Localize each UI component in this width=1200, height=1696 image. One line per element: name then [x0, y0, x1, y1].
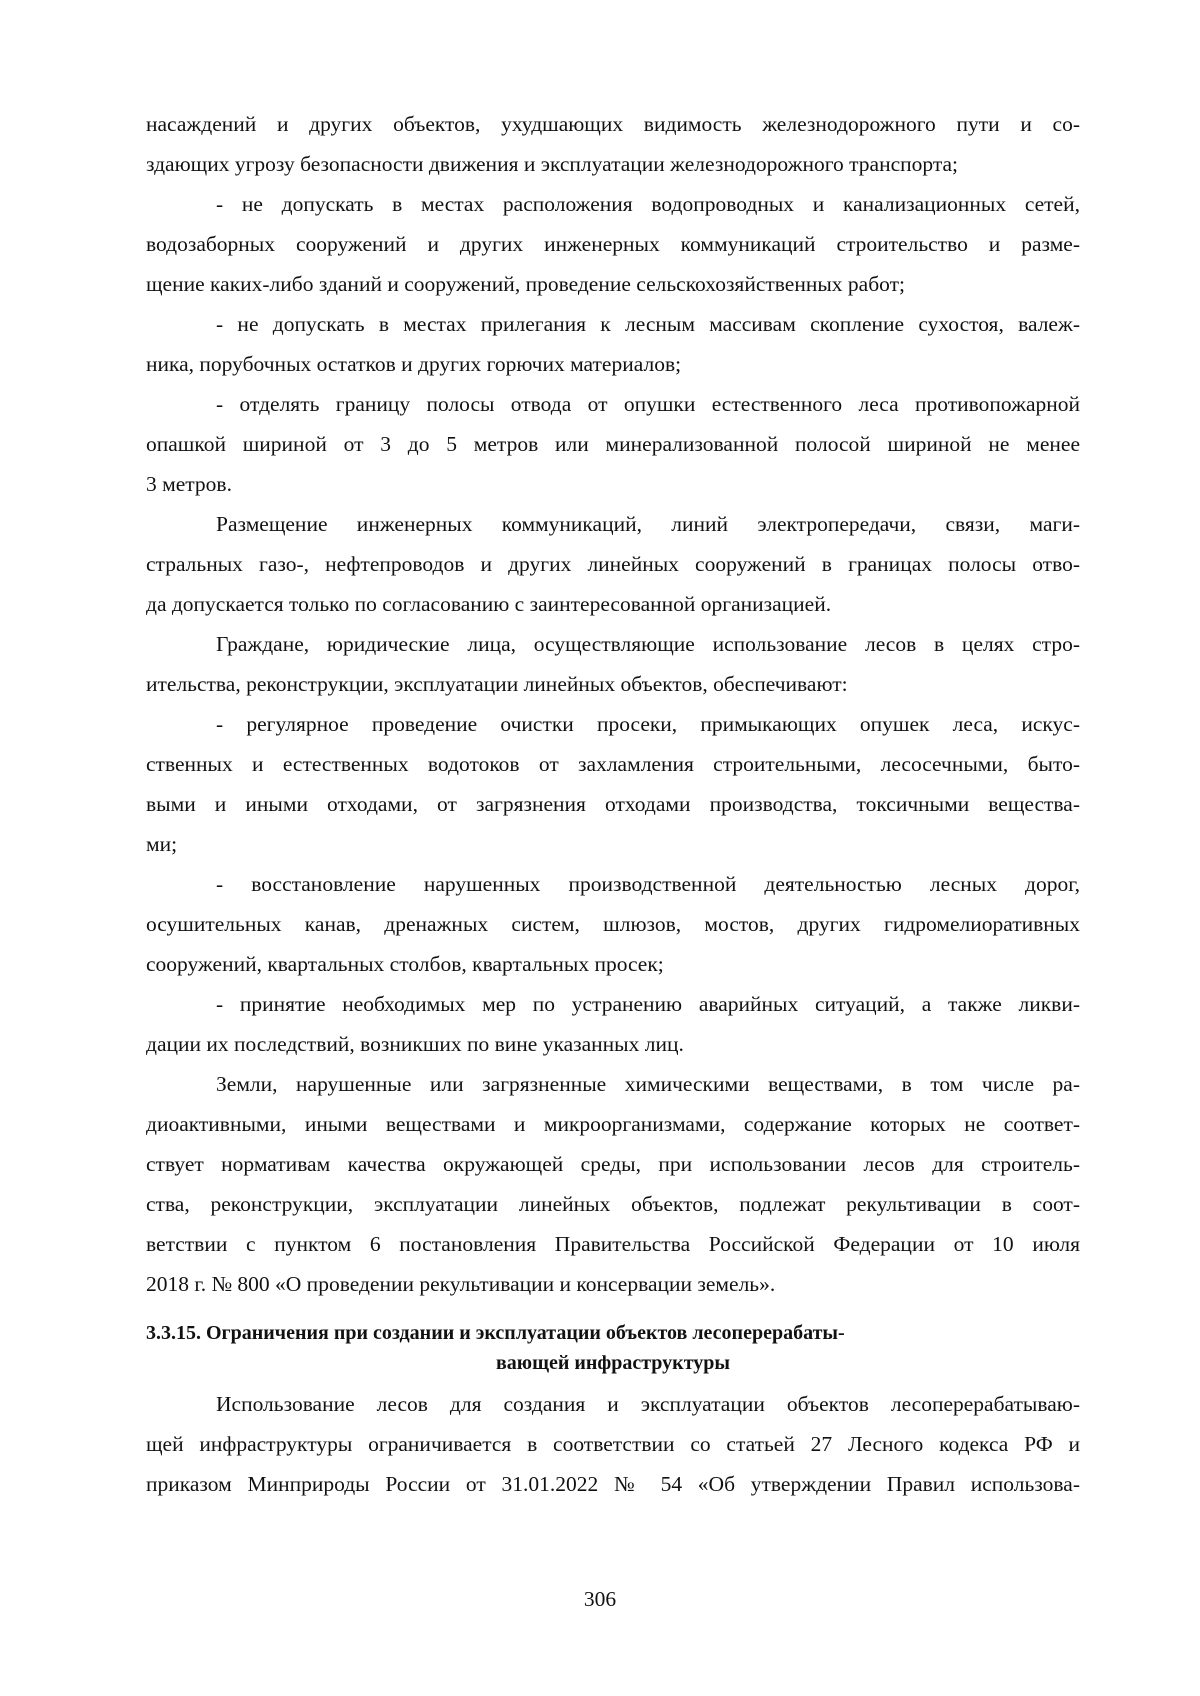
- section-heading-continuation: вающей инфраструктуры: [495, 1352, 730, 1374]
- section-heading: 3.3.15. Ограничения при создании и эксплуатации объектов лесоперерабаты-: [146, 1322, 845, 1344]
- text-line: диоактивными, иными веществами и микроорганизмами, содержание которых не соответ-: [146, 1112, 1080, 1136]
- text-line: насаждений и других объектов, ухудшающих видимость железнодорожного пути и со-: [146, 112, 1080, 136]
- text-line: здающих угрозу безопасности движения и эксплуатации железнодорожного транспорта;: [146, 152, 959, 176]
- text-line: ника, порубочных остатков и других горючих материалов;: [146, 352, 682, 376]
- text-line: Граждане, юридические лица, осуществляющие использование лесов в целях стро-: [216, 632, 1080, 656]
- text-line: ствует нормативам качества окружающей среды, при использовании лесов для строитель-: [146, 1152, 1080, 1176]
- text-line: ветствии с пунктом 6 постановления Правительства Российской Федерации от 10 июля: [146, 1232, 1080, 1256]
- text-line: стральных газо-, нефтепроводов и других линейных сооружений в границах полосы отво-: [146, 552, 1080, 576]
- document-page: [146, 104, 1080, 1504]
- text-line: ственных и естественных водотоков от захламления строительными, лесосечными, быто-: [146, 752, 1080, 776]
- text-line: сооружений, квартальных столбов, квартальных просек;: [146, 952, 664, 976]
- text-line: - отделять границу полосы отвода от опушки естественного леса противопожарной: [216, 392, 1080, 416]
- text-line: - не допускать в местах расположения водопроводных и канализационных сетей,: [216, 192, 1080, 216]
- text-line: водозаборных сооружений и других инженерных коммуникаций строительство и разме-: [146, 232, 1080, 256]
- text-line: 3 метров.: [146, 472, 232, 496]
- text-line: Использование лесов для создания и эксплуатации объектов лесоперерабатываю-: [216, 1392, 1080, 1416]
- text-line: да допускается только по согласованию с заинтересованной организацией.: [146, 592, 832, 616]
- text-line: - восстановление нарушенных производственной деятельностью лесных дорог,: [216, 872, 1080, 896]
- text-line: ми;: [146, 832, 178, 856]
- text-line: - регулярное проведение очистки просеки, примыкающих опушек леса, искус-: [216, 712, 1080, 736]
- text-line: щей инфраструктуры ограничивается в соответствии со статьей 27 Лесного кодекса РФ и: [146, 1432, 1080, 1456]
- text-line: выми и иными отходами, от загрязнения отходами производства, токсичными вещества-: [146, 792, 1080, 816]
- text-line: Размещение инженерных коммуникаций, линий электропередачи, связи, маги-: [216, 512, 1080, 536]
- text-line: осушительных канав, дренажных систем, шлюзов, мостов, других гидромелиоративных: [146, 912, 1080, 936]
- text-line: ства, реконструкции, эксплуатации линейных объектов, подлежат рекультивации в соот-: [146, 1192, 1080, 1216]
- text-line: - принятие необходимых мер по устранению аварийных ситуаций, а также ликви-: [216, 992, 1080, 1016]
- text-line: ительства, реконструкции, эксплуатации линейных объектов, обеспечивают:: [146, 672, 848, 696]
- text-line: дации их последствий, возникших по вине указанных лиц.: [146, 1032, 684, 1056]
- text-line: - не допускать в местах прилегания к лесным массивам скопление сухостоя, валеж-: [216, 312, 1080, 336]
- text-line: Земли, нарушенные или загрязненные химическими веществами, в том числе ра-: [216, 1072, 1080, 1096]
- page-number: 306: [583, 1587, 617, 1611]
- text-line: приказом Минприроды России от 31.01.2022 № 54 «Об утверждении Правил использова-: [146, 1472, 1080, 1496]
- text-line: опашкой шириной от 3 до 5 метров или минерализованной полосой шириной не менее: [146, 432, 1080, 456]
- text-line: щение каких-либо зданий и сооружений, проведение сельскохозяйственных работ;: [146, 272, 905, 296]
- text-line: 2018 г. № 800 «О проведении рекультивации и консервации земель».: [146, 1272, 776, 1296]
